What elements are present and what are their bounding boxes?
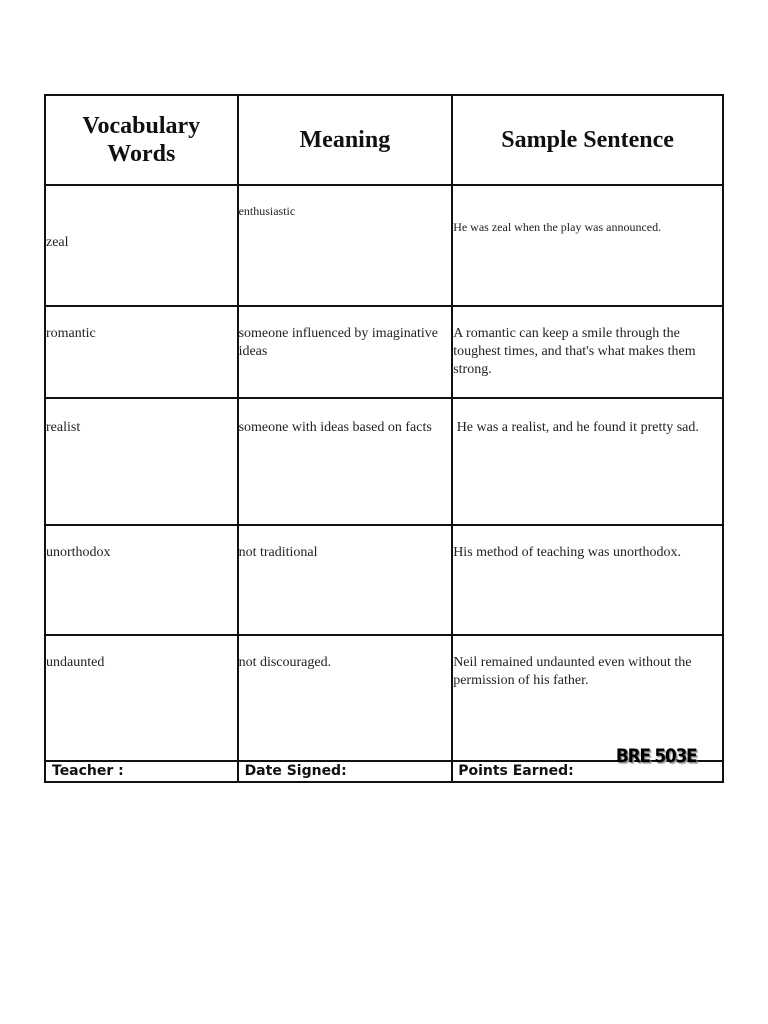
- meaning-text: enthusiastic: [238, 204, 296, 218]
- sentence-cell: [452, 185, 723, 306]
- header-vocabulary-words: [45, 95, 238, 185]
- header-sample-sentence: [452, 95, 723, 185]
- word-text: realist: [46, 420, 81, 435]
- meaning-text: not traditional: [238, 545, 318, 560]
- word-text: romantic: [46, 326, 96, 341]
- sentence-text: He was zeal when the play was announced.: [453, 220, 662, 234]
- sentence-text: A romantic can keep a smile through the toughest times, and that's what makes them strong.: [453, 326, 696, 377]
- meaning-cell: [238, 398, 453, 525]
- word-cell: [45, 635, 238, 761]
- meaning-text: someone influenced by imaginative ideas: [238, 326, 439, 359]
- points-earned-label: Points Earned:: [458, 763, 574, 779]
- vocabulary-table: [44, 94, 724, 783]
- table-row: [45, 635, 723, 761]
- meaning-cell: [238, 635, 453, 761]
- sentence-text: Neil remained undaunted even without the permission of his father.: [453, 655, 692, 688]
- word-cell: [45, 398, 238, 525]
- table-header-row: [45, 95, 723, 185]
- table-row: [45, 525, 723, 635]
- date-signed-label: Date Signed:: [244, 763, 347, 779]
- meaning-cell: [238, 185, 453, 306]
- meaning-cell: [238, 525, 453, 635]
- meaning-cell: [238, 306, 453, 398]
- teacher-label: Teacher :: [52, 763, 124, 779]
- sentence-cell: [452, 398, 723, 525]
- header-meaning-label: Meaning: [299, 127, 391, 153]
- sentence-cell: [452, 525, 723, 635]
- sentence-text: He was a realist, and he found it pretty sad.: [453, 420, 699, 435]
- word-text: unorthodox: [46, 545, 111, 560]
- word-text: undaunted: [46, 655, 105, 670]
- points-earned-field: [452, 745, 723, 782]
- sentence-cell: [452, 635, 723, 761]
- table-row: [45, 306, 723, 398]
- header-sample-sentence-label: Sample Sentence: [501, 127, 674, 153]
- word-text: zeal: [46, 235, 69, 250]
- header-vocabulary-line2: Words: [107, 141, 176, 167]
- table-row: [45, 185, 723, 306]
- meaning-text: not discouraged.: [238, 655, 332, 670]
- sentence-cell: [452, 306, 723, 398]
- date-signed-field: [238, 761, 453, 782]
- header-vocabulary-line1: Vocabulary: [82, 113, 201, 139]
- meaning-text: someone with ideas based on facts: [238, 420, 432, 435]
- course-code-stamp: BRE 503E: [615, 745, 696, 767]
- word-cell: [45, 525, 238, 635]
- signature-footer-row: [45, 761, 723, 782]
- teacher-field: [45, 761, 238, 782]
- header-meaning: [238, 95, 453, 185]
- sentence-text: His method of teaching was unorthodox.: [453, 545, 682, 560]
- word-cell: [45, 306, 238, 398]
- table-row: [45, 398, 723, 525]
- word-cell: [45, 185, 238, 306]
